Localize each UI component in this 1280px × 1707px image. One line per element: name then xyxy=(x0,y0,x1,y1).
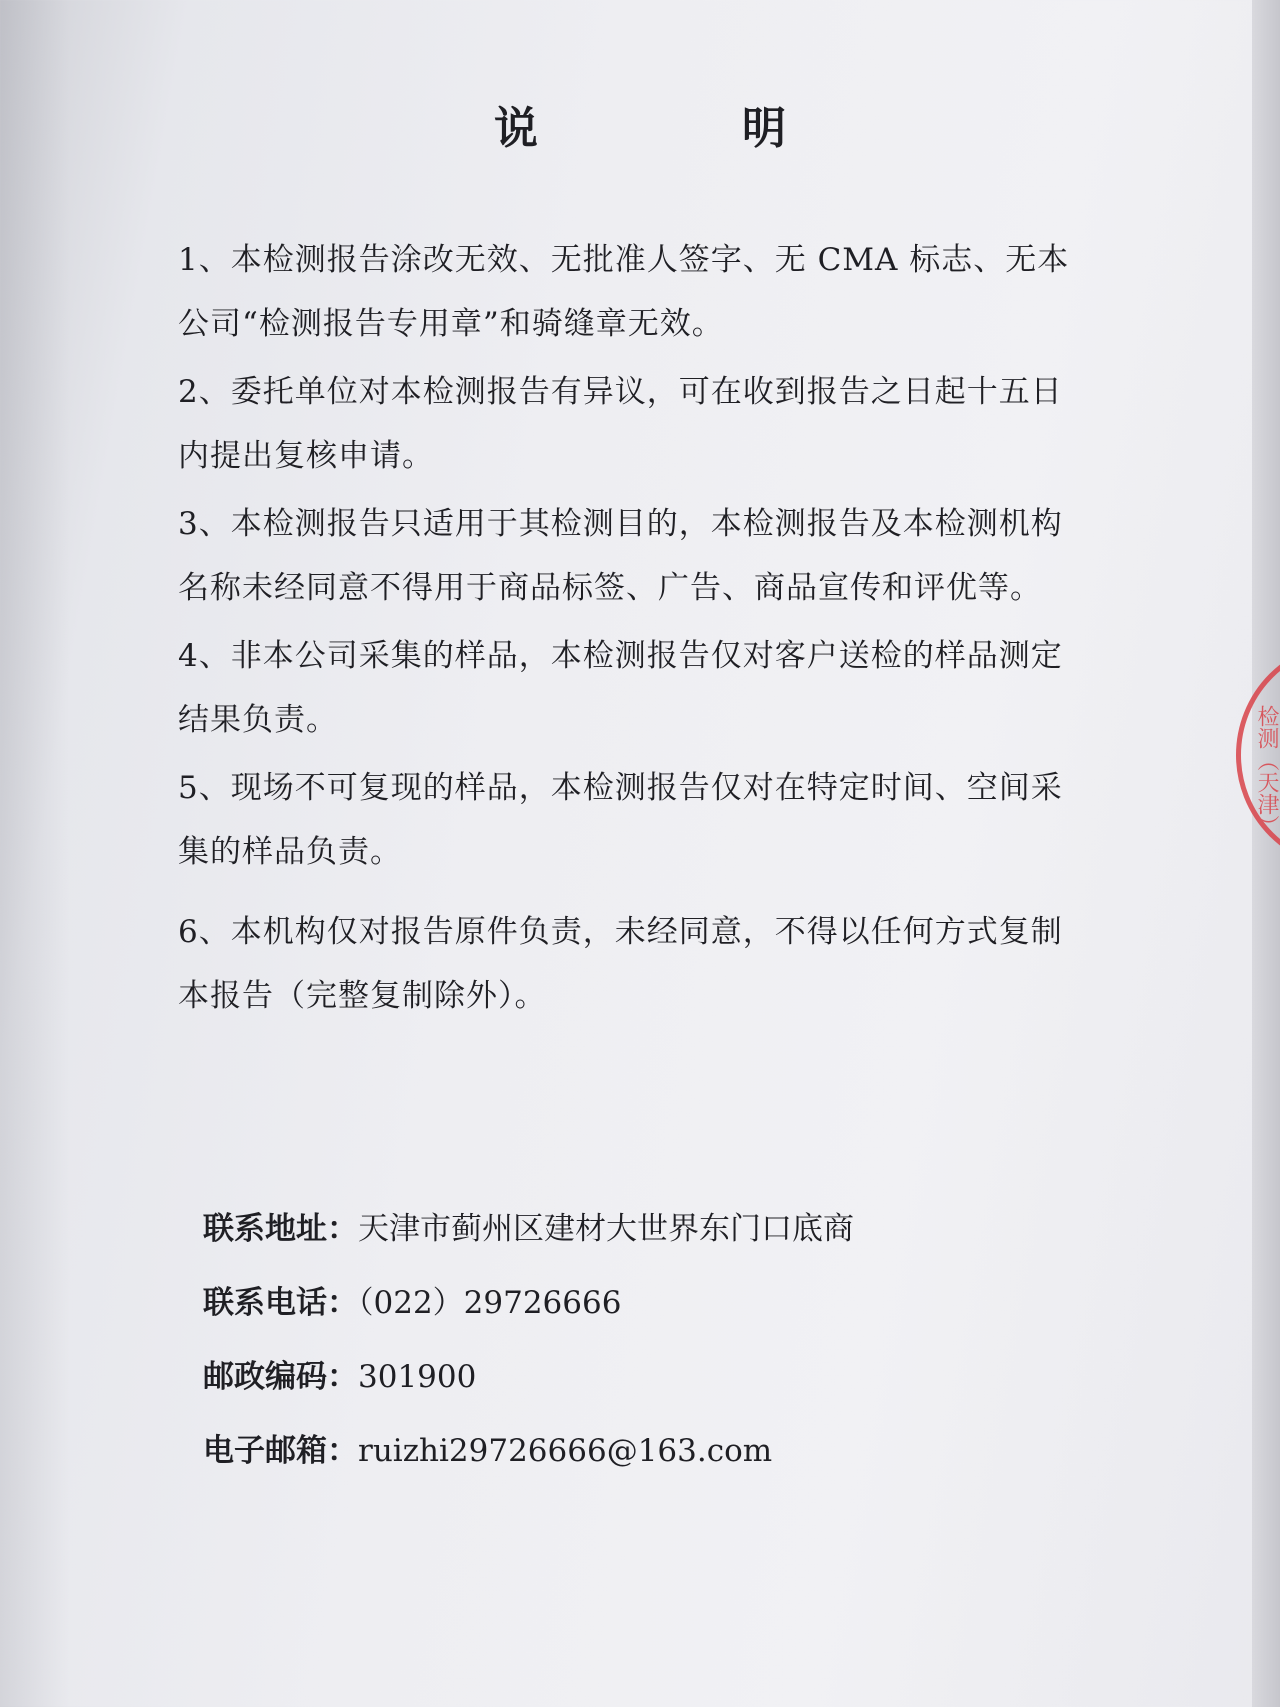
contact-postcode-row xyxy=(203,1340,1103,1414)
paper-shadow xyxy=(0,0,70,1707)
contact-email-label: 电子邮箱： xyxy=(203,1433,358,1469)
contact-address-label: 联系地址： xyxy=(203,1211,358,1247)
paper-edge xyxy=(1252,0,1280,1707)
note-item-5: 5、现场不可复现的样品，本检测报告仅对在特定时间、空间采集的样品负责。 xyxy=(178,770,1063,870)
contact-block xyxy=(203,1192,1103,1488)
note-item-3: 3、本检测报告只适用于其检测目的，本检测报告及本检测机构名称未经同意不得用于商品标签、广告、商品宣传和评优等。 xyxy=(178,506,1063,606)
contact-postcode-value: 301900 xyxy=(358,1359,477,1395)
contact-email-row xyxy=(203,1414,1103,1488)
contact-address-value: 天津市蓟州区建材大世界东门口底商 xyxy=(358,1211,854,1247)
contact-phone-label: 联系电话： xyxy=(203,1285,358,1321)
note-item-2: 2、委托单位对本检测报告有异议，可在收到报告之日起十五日内提出复核申请。 xyxy=(178,374,1063,474)
contact-address-row xyxy=(203,1192,1103,1266)
contact-phone-value: （022）29726666 xyxy=(358,1285,622,1321)
note-item-1: 1、本检测报告涂改无效、无批准人签字、无 CMA 标志、无本公司“检测报告专用章”和骑缝章无效。 xyxy=(178,242,1070,342)
contact-postcode-label: 邮政编码： xyxy=(203,1359,358,1395)
notes-list xyxy=(178,228,1078,1032)
note-item-4: 4、非本公司采集的样品，本检测报告仅对客户送检的样品测定结果负责。 xyxy=(178,638,1063,738)
page-title: 说 明 xyxy=(494,103,866,154)
stamp-text: 检测（天津） xyxy=(1254,705,1279,837)
contact-phone-row xyxy=(203,1266,1103,1340)
contact-email-value: ruizhi29726666@163.com xyxy=(358,1433,773,1469)
note-item-6: 6、本机构仅对报告原件负责，未经同意，不得以任何方式复制本报告（完整复制除外）。 xyxy=(178,914,1063,1014)
